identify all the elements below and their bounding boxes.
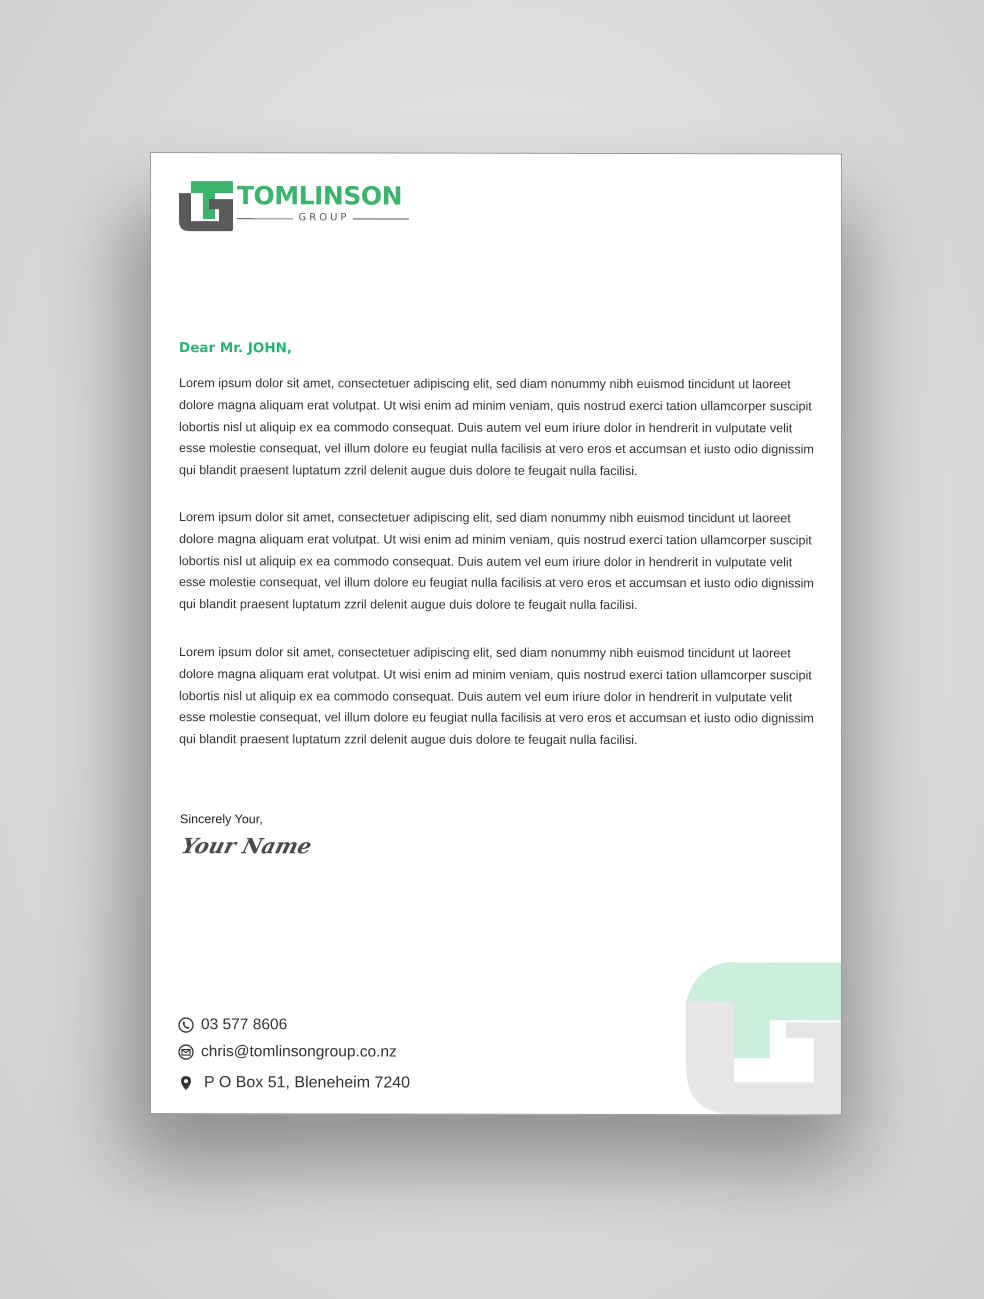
contact-phone bbox=[178, 1016, 287, 1034]
contact-email bbox=[178, 1043, 397, 1061]
company-logo bbox=[179, 179, 419, 236]
contact-address bbox=[178, 1074, 410, 1092]
closing: Sincerely Your, bbox=[180, 812, 263, 827]
signature: Your Name bbox=[179, 833, 315, 859]
location-pin-icon bbox=[178, 1075, 194, 1091]
body-paragraph: Lorem ipsum dolor sit amet, consectetuer adipiscing elit, sed diam nonummy nibh euismod tincidunt ut laoreet dolore magna aliquam erat volutpat. Ut wisi enim ad minim veniam, quis nostrud exerci tation ullamcorper suscipit lobortis nisl ut aliquip ex ea commodo consequat. Duis autem vel eum iriure dolor in hendrerit in vulputate velit esse molestie consequat, vel illum dolore eu feugiat nulla facilisis at vero eros et accumsan et iusto odio dignissim qui blandit praesent luptatum zzril delenit augue duis dolore te feugait nulla facilisi. bbox=[179, 645, 814, 748]
letterhead-page bbox=[150, 152, 842, 1115]
company-name: TOMLINSON bbox=[237, 181, 403, 211]
company-subtitle: GROUP bbox=[298, 212, 350, 224]
company-subtitle-row bbox=[237, 211, 409, 225]
salutation: Dear Mr. JOHN, bbox=[179, 340, 293, 357]
email-icon bbox=[178, 1044, 194, 1060]
divider bbox=[353, 218, 409, 219]
phone-icon bbox=[178, 1017, 194, 1033]
phone-number: 03 577 8606 bbox=[201, 1016, 288, 1034]
email-address: chris@tomlinsongroup.co.nz bbox=[201, 1043, 397, 1061]
tg-watermark-icon bbox=[686, 962, 842, 1114]
body-paragraph: Lorem ipsum dolor sit amet, consectetuer adipiscing elit, sed diam nonummy nibh euismod tincidunt ut laoreet dolore magna aliquam erat volutpat. Ut wisi enim ad minim veniam, quis nostrud exerci tation ullamcorper suscipit lobortis nisl ut aliquip ex ea commodo consequat. Duis autem vel eum iriure dolor in hendrerit in vulputate velit esse molestie consequat, vel illum dolore eu feugiat nulla facilisis at vero eros et accumsan et iusto odio dignissim qui blandit praesent luptatum zzril delenit augue duis dolore te feugait nulla facilisi. bbox=[179, 376, 814, 479]
postal-address: P O Box 51, Bleneheim 7240 bbox=[204, 1074, 411, 1092]
body-paragraph: Lorem ipsum dolor sit amet, consectetuer adipiscing elit, sed diam nonummy nibh euismod tincidunt ut laoreet dolore magna aliquam erat volutpat. Ut wisi enim ad minim veniam, quis nostrud exerci tation ullamcorper suscipit lobortis nisl ut aliquip ex ea commodo consequat. Duis autem vel eum iriure dolor in hendrerit in vulputate velit esse molestie consequat, vel illum dolore eu feugiat nulla facilisis at vero eros et accumsan et iusto odio dignissim qui blandit praesent luptatum zzril delenit augue duis dolore te feugait nulla facilisi. bbox=[179, 510, 814, 613]
tg-logo-mark-icon bbox=[179, 179, 233, 233]
divider bbox=[237, 218, 293, 219]
